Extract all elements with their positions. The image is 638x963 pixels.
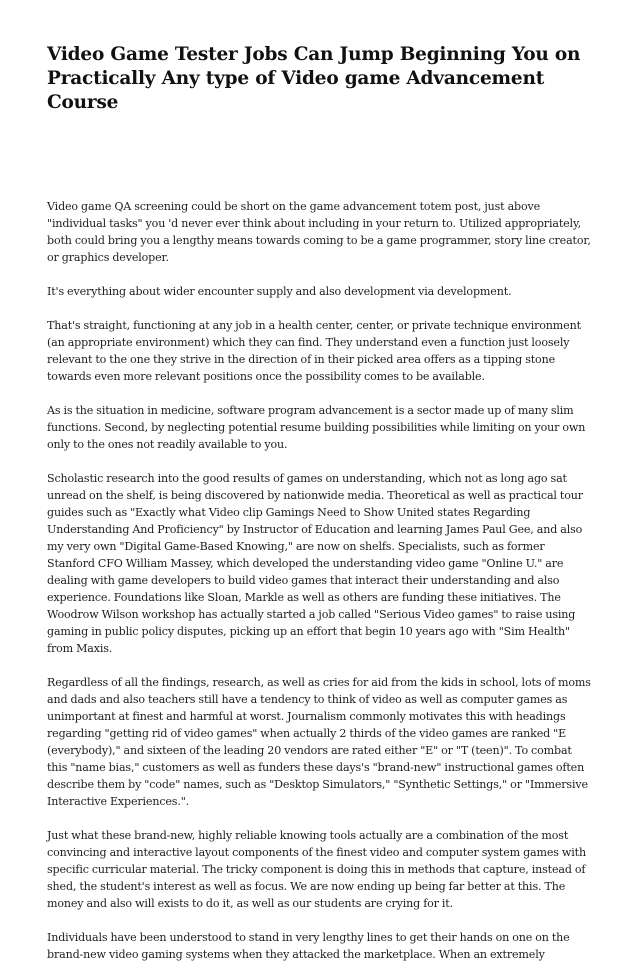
paragraph: Regardless of all the findings, research, as well as cries for aid from the kids in school, lots of moms and dads and also teachers still have a tendency to think of video as well as computer games as unimportant at finest and harmful at worst. Journalism commonly motivates this with headings regarding "getting rid of video games" when actually 2 thirds of the video games are ranked "E (everybody)," and sixteen of the leading 20 vendors are rated either "E" or "T (teen)". To combat this "name bias," customers as well as funders these days's "brand-new" instructional games often describe them by "code" names, such as "Desktop Simulators," "Synthetic Settings," or "Immersive Interactive Experiences.".	[47, 676, 591, 808]
paragraph: Video game QA screening could be short on the game advancement totem post, just above "individual tasks" you 'd never ever think about including in your return to. Utilized appropriately, both could bring you a lengthy means towards coming to be a game programmer, story line creator, or graphics developer.	[47, 200, 591, 264]
paragraph: It's everything about wider encounter supply and also development via development.	[47, 285, 512, 298]
paragraph: Scholastic research into the good results of games on understanding, which not as long ago sat unread on the shelf, is being discovered by nationwide media. Theoretical as well as practical tour guides such as "Exactly what Video clip Gamings Need to Show United states Regarding Understanding And Proficiency" by Instructor of Education and learning James Paul Gee, and also my very own "Digital Game-Based Knowing," are now on shelfs. Specialists, such as former Stanford CFO William Massey, which developed the understanding video game "Online U." are dealing with game developers to build video games that interact their understanding and also experience. Foundations like Sloan, Markle as well as others are funding these initiatives. The Woodrow Wilson workshop has actually started a job called "Serious Video games" to raise using gaming in public policy disputes, picking up an effort that begin 10 years ago with "Sim Health" from Maxis.	[47, 472, 583, 655]
paragraph: That's straight, functioning at any job in a health center, center, or private technique environment (an appropriate environment) which they can find. They understand even a function just loosely relevant to the one they strive in the direction of in their picked area offers as a tipping stone towards even more relevant positions once the possibility comes to be available.	[47, 319, 581, 383]
title-line-1: Video Game Tester Jobs Can Jump Beginning You on	[47, 44, 581, 65]
document-page	[47, 43, 591, 963]
paragraph: Just what these brand-new, highly reliable knowing tools actually are a combination of the most convincing and interactive layout components of the finest video and computer system games with specific curricular material. The tricky component is doing this in methods that capture, instead of shed, the student's interest as well as focus. We are now ending up being far better at this. The money and also will exists to do it, as well as our students are crying for it.	[47, 829, 586, 910]
paragraph: Individuals have been understood to stand in very lengthy lines to get their hands on one on the brand-new video gaming systems when they attacked the marketplace. When an extremely	[47, 931, 570, 961]
paragraph: As is the situation in medicine, software program advancement is a sector made up of many slim functions. Second, by neglecting potential resume building possibilities while limiting on your own only to the ones not readily available to you.	[47, 404, 586, 451]
title-line-2: Practically Any type of Video game Advancement Course	[47, 68, 545, 113]
document-title	[47, 43, 591, 115]
document-body	[47, 198, 591, 963]
